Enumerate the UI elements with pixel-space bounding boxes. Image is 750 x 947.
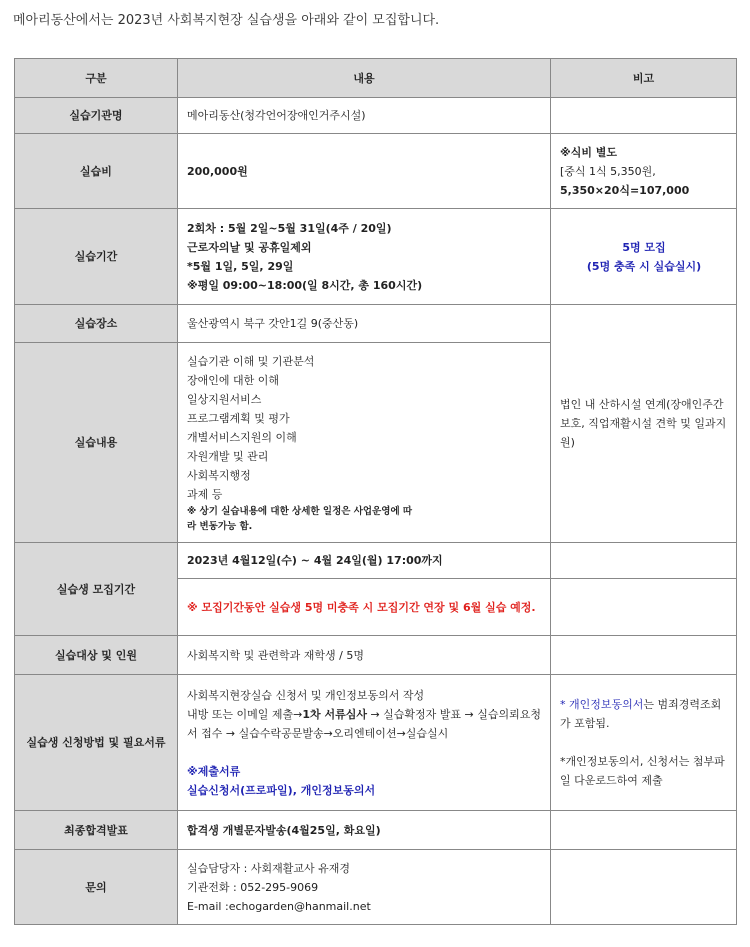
institution-name: 메아리동산(청각언어장애인거주시설) — [178, 98, 551, 134]
row-final — [15, 811, 737, 850]
header-remarks: 비고 — [551, 59, 737, 98]
apply-note: * 개인정보동의서는 범죄경력조회가 포함됨. *개인정보동의서, 신청서는 첨부파일 다운로드하여 제출 — [551, 675, 737, 811]
row-period — [15, 209, 737, 305]
label-place: 실습장소 — [15, 305, 178, 343]
content-items: 실습기관 이해 및 기관분석 장애인에 대한 이해 일상지원서비스 프로그램계획 및 평가 개별서비스지원의 이해 자원개발 및 관리 사회복지행정 과제 등 ※ 상기 실습내용에 대한 상세한 일정은 사업운영에 따 라 변동가능 함. — [178, 343, 551, 543]
row-target — [15, 636, 737, 675]
row-fee — [15, 134, 737, 209]
label-recruit: 실습생 모집기간 — [15, 543, 178, 636]
apply-content: 사회복지현장실습 신청서 및 개인정보동의서 작성 내방 또는 이메일 제출→1차 서류심사 → 실습확정자 발표 → 실습의뢰요청서 접수 → 실습수락공문발송→오리엔테이션→실습실시 ※제출서류 실습신청서(프로파일), 개인정보동의서 — [178, 675, 551, 811]
final-note — [551, 811, 737, 850]
header-category: 구분 — [15, 59, 178, 98]
table-header-row — [15, 59, 737, 98]
final-content: 합격생 개별문자발송(4월25일, 화요일) — [178, 811, 551, 850]
recruit-period: 2023년 4월12일(수) ~ 4월 24일(월) 17:00까지 — [178, 543, 551, 579]
period-note: 5명 모집 (5명 충족 시 실습실시) — [551, 209, 737, 305]
label-target: 실습대상 및 인원 — [15, 636, 178, 675]
label-fee: 실습비 — [15, 134, 178, 209]
row-apply — [15, 675, 737, 811]
recruit-warning: ※ 모집기간동안 실습생 5명 미충족 시 모집기간 연장 및 6월 실습 예정. — [178, 579, 551, 636]
target-note — [551, 636, 737, 675]
label-period: 실습기간 — [15, 209, 178, 305]
institution-note — [551, 98, 737, 134]
row-place — [15, 305, 737, 343]
label-contact: 문의 — [15, 850, 178, 925]
label-institution: 실습기관명 — [15, 98, 178, 134]
row-recruit — [15, 543, 737, 579]
content-note: 법인 내 산하시설 연계(장애인주간보호, 직업재활시설 견학 및 일과지원) — [551, 305, 737, 543]
fee-amount: 200,000원 — [178, 134, 551, 209]
target-content: 사회복지학 및 관련학과 재학생 / 5명 — [178, 636, 551, 675]
period-content: 2회차 : 5월 2일~5월 31일(4주 / 20일) 근로자의날 및 공휴일제외 *5월 1일, 5일, 29일 ※평일 09:00~18:00(일 8시간, 총 160시간) — [178, 209, 551, 305]
label-apply: 실습생 신청방법 및 필요서류 — [15, 675, 178, 811]
recruit-note — [551, 543, 737, 579]
label-content: 실습내용 — [15, 343, 178, 543]
contact-note — [551, 850, 737, 925]
recruit-warning-note — [551, 579, 737, 636]
contact-content: 실습담당자 : 사회재활교사 유재경 기관전화 : 052-295-9069 E-mail :echogarden@hanmail.net — [178, 850, 551, 925]
place-address: 울산광역시 북구 갓안1길 9(중산동) — [178, 305, 551, 343]
row-institution — [15, 98, 737, 134]
row-contact — [15, 850, 737, 925]
header-content: 내용 — [178, 59, 551, 98]
recruitment-table — [14, 58, 737, 925]
intro-text: 메아리동산에서는 2023년 사회복지현장 실습생을 아래와 같이 모집합니다. — [13, 13, 440, 28]
fee-note: ※식비 별도 [중식 1식 5,350원, 5,350×20식=107,000 — [551, 134, 737, 209]
label-final: 최종합격발표 — [15, 811, 178, 850]
